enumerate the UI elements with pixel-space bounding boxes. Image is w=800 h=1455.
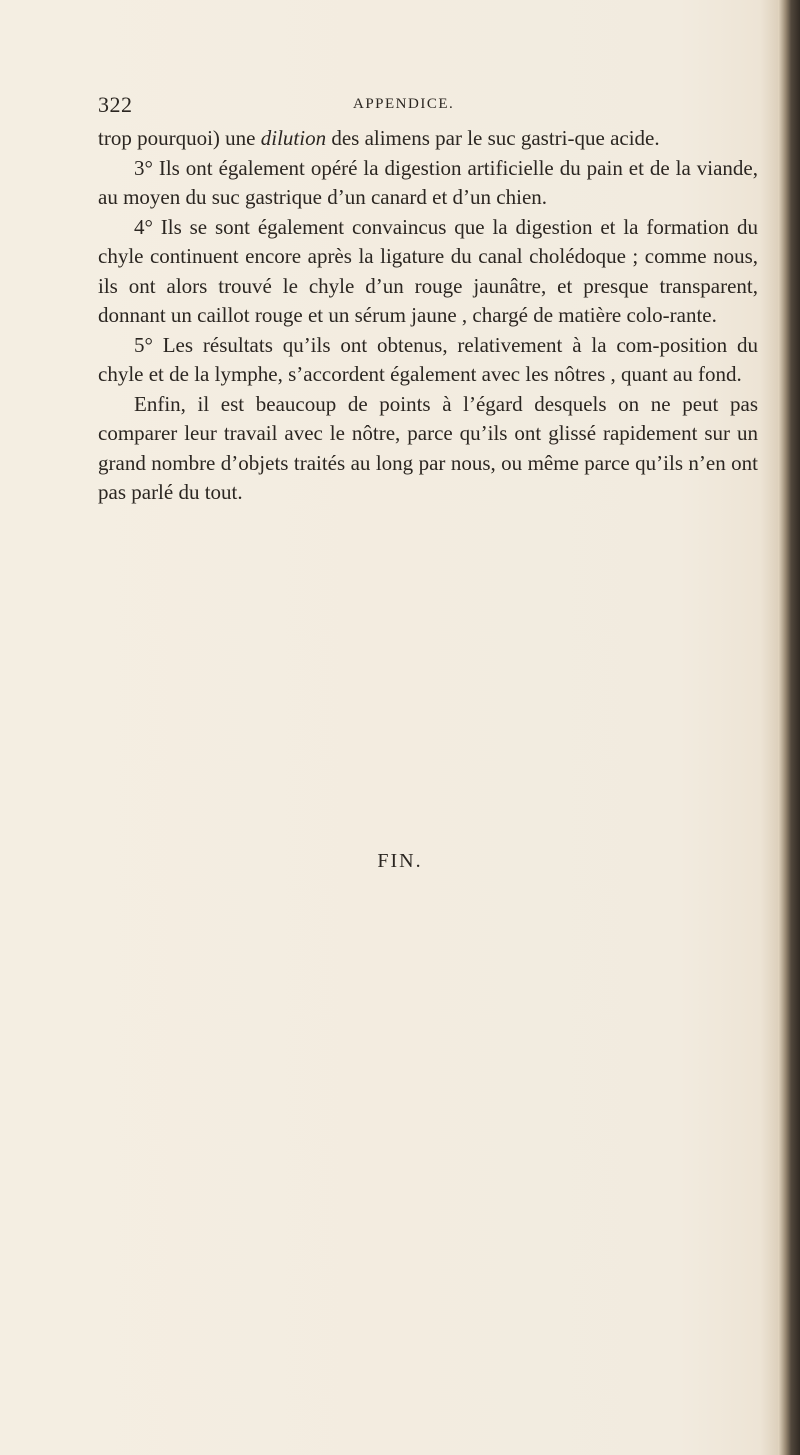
page-number: 322 [98, 92, 133, 117]
paragraph-3: 4° Ils se sont également convaincus que la digestion et la formation du chyle continuent encore après la ligature du canal cholédoque ; comme nous, ils ont alors trouvé le chyle d’un rouge jaunâtre, et presque transparent, donnant un caillot rouge et un sérum jaune , chargé de matière colo-rante. [98, 214, 758, 327]
end-mark: FIN. [377, 850, 423, 872]
paragraph-1 [98, 124, 758, 154]
paragraph-1-italic: dilution [260, 126, 327, 150]
body-text [98, 124, 758, 508]
page-header [98, 92, 758, 116]
paragraph-4: 5° Les résultats qu’ils ont obtenus, relativement à la com-position du chyle et de la lymphe, s’accordent également avec les nôtres , quant au fond. [98, 332, 758, 386]
paragraph-2: 3° Ils ont également opéré la digestion artificielle du pain et de la viande, au moyen du suc gastrique d’un canard et d’un chien. [98, 155, 758, 209]
binding-edge [778, 0, 800, 1455]
running-head: APPENDICE. [353, 96, 455, 112]
paragraph-5: Enfin, il est beaucoup de points à l’égard desquels on ne peut pas comparer leur travail avec le nôtre, parce qu’ils ont glissé rapidement sur un grand nombre d’objets traités au long par nous, ou même parce qu’ils n’en ont pas parlé du tout. [98, 391, 758, 504]
paragraph-1-text-before: trop pourquoi) une [98, 126, 261, 150]
paragraph-1-text-after: des alimens par le suc gastri-que acide. [326, 126, 660, 150]
